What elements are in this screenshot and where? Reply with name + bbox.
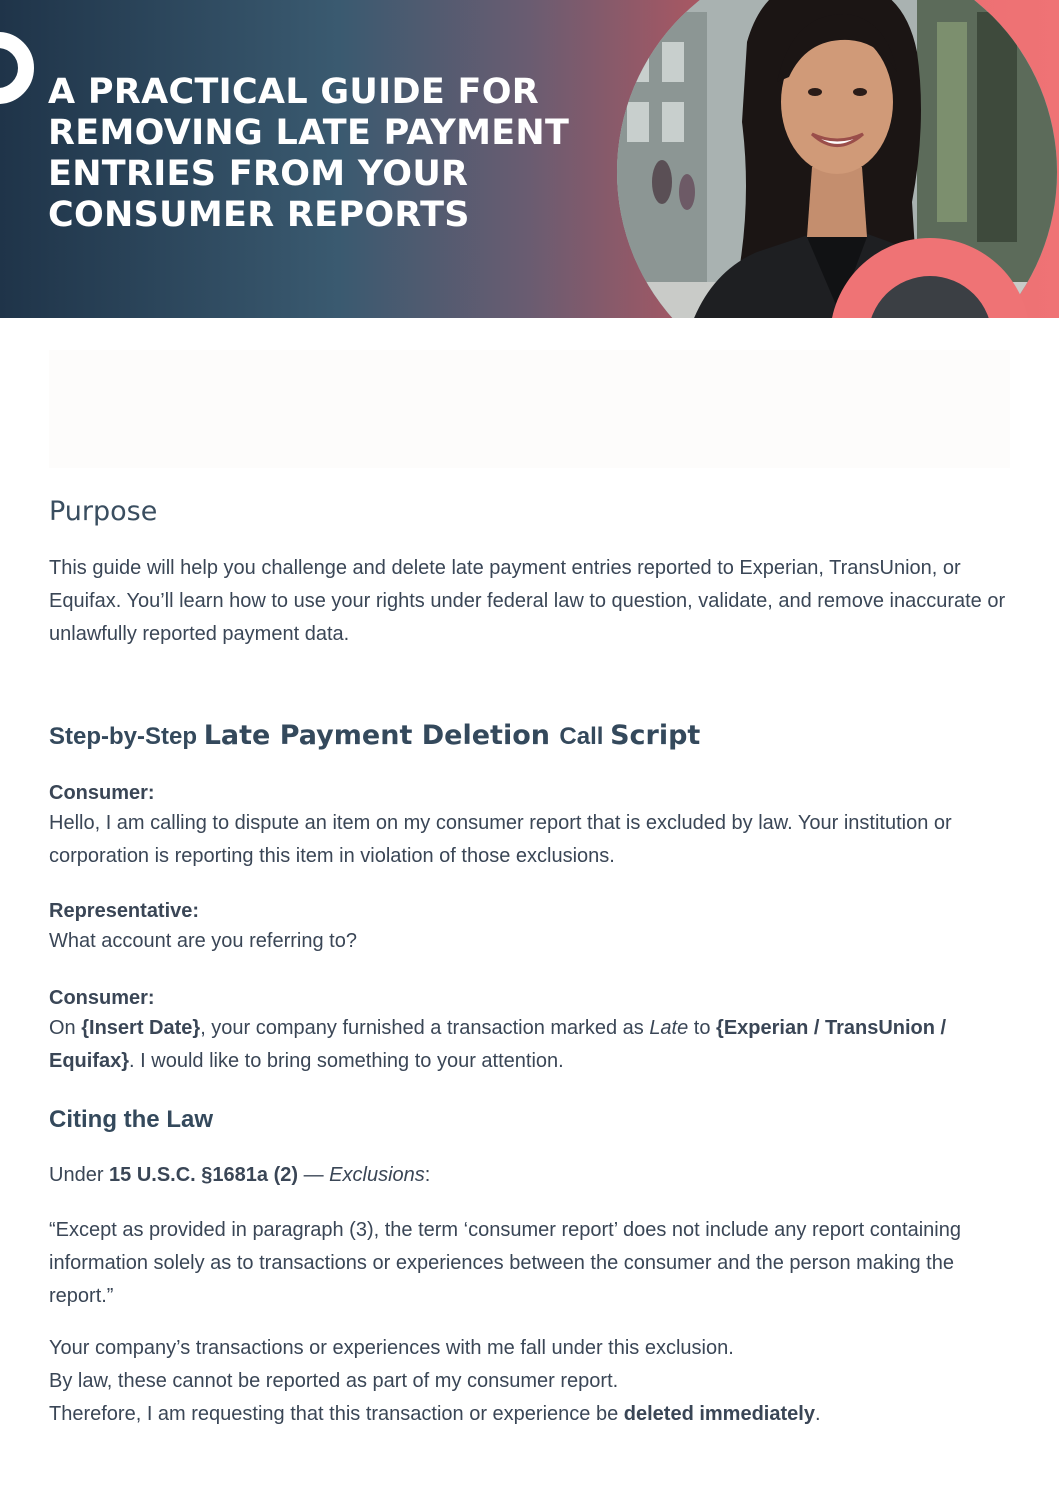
text-segment: Under [49, 1164, 110, 1186]
text-segment: . [814, 1403, 821, 1425]
conclusion-block [49, 1332, 1014, 1431]
text-segment: On [49, 1017, 82, 1039]
purpose-heading: Purpose [49, 496, 158, 527]
speaker-label: Consumer: [49, 782, 155, 804]
speaker-label: Representative: [49, 900, 200, 922]
conclusion-line-3 [49, 1398, 1014, 1431]
call-script-heading-part3: Call [559, 723, 611, 750]
page-title: A PRACTICAL GUIDE FOR REMOVING LATE PAYMENT ENTRIES FROM YOUR CONSUMER REPORTS [48, 72, 570, 235]
speaker-label: Consumer: [49, 987, 155, 1009]
call-script-heading-part1: Step-by-Step [49, 723, 204, 750]
dialogue-consumer-2 [49, 987, 1014, 1078]
statute-code: 15 U.S.C. §1681a (2) [109, 1164, 299, 1186]
purpose-paragraph: This guide will help you challenge and delete late payment entries reported to Experian, TransUnion, or Equifax. You’ll learn how to use your rights under federal law to question, validate, and remove inaccurate or unlawfully reported payment data. [49, 557, 1006, 645]
decorative-ring-icon [0, 32, 34, 104]
hero-banner [0, 0, 1059, 318]
law-citation [49, 1159, 1014, 1192]
conclusion-line-2: By law, these cannot be reported as part of my consumer report. [49, 1370, 619, 1392]
text-segment: . I would like to bring something to your attention. [129, 1050, 564, 1072]
conclusion-line-1: Your company’s transactions or experiences with me fall under this exclusion. [49, 1337, 734, 1359]
deleted-immediately: deleted immediately [623, 1403, 815, 1425]
blank-panel [49, 350, 1010, 468]
text-segment: : [424, 1164, 431, 1186]
dialogue-consumer-1 [49, 782, 1014, 873]
dialogue-representative [49, 900, 1014, 958]
bureau-placeholder: {Experian / TransUnion / Equifax} [49, 1017, 947, 1072]
call-script-heading-part2: Late Payment Deletion [203, 720, 560, 751]
statute-title: Exclusions [329, 1164, 425, 1186]
call-script-heading [49, 720, 700, 751]
date-placeholder: {Insert Date} [81, 1017, 201, 1039]
citing-law-heading: Citing the Law [49, 1106, 213, 1133]
dialogue-text [49, 1012, 1014, 1078]
text-segment: , your company furnished a transaction marked as [200, 1017, 650, 1039]
late-term: Late [649, 1017, 689, 1039]
dialogue-text: Hello, I am calling to dispute an item on my consumer report that is excluded by law. Your institution or corporation is reporting this item in violation of those exclusions. [49, 812, 952, 867]
text-segment: Therefore, I am requesting that this transaction or experience be [49, 1403, 624, 1425]
call-script-heading-part4: Script [610, 720, 701, 751]
text-segment: to [688, 1017, 717, 1039]
law-quote: “Except as provided in paragraph (3), the term ‘consumer report’ does not include any report containing information solely as to transactions or experiences between the consumer and the person making the report.” [49, 1219, 961, 1307]
text-segment: — [298, 1164, 330, 1186]
dialogue-text: What account are you referring to? [49, 930, 357, 952]
